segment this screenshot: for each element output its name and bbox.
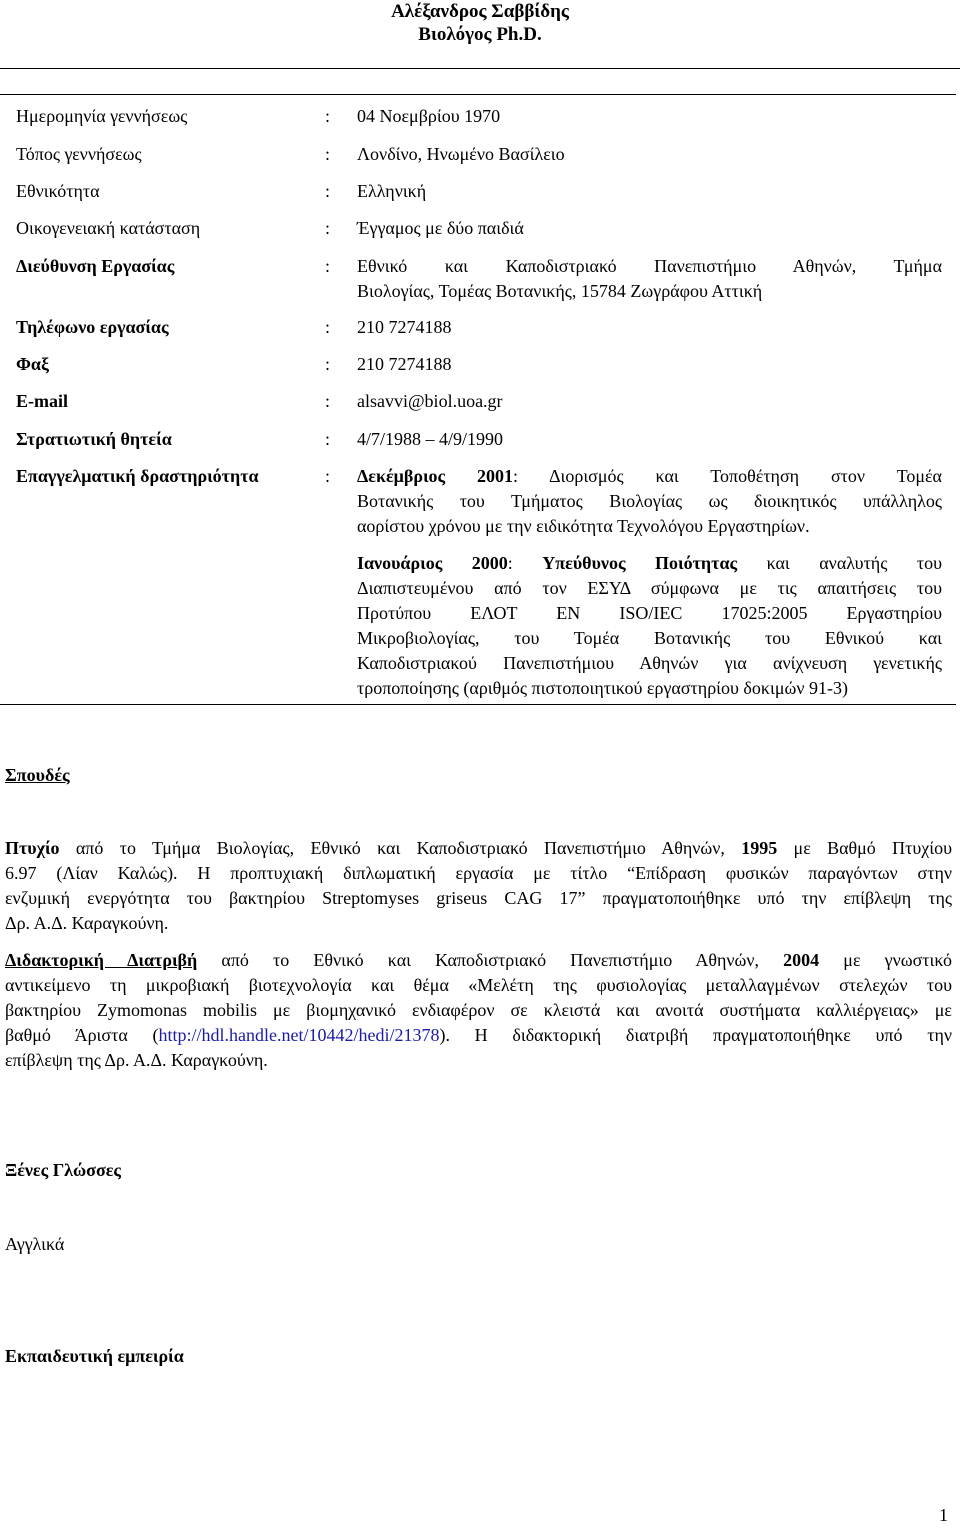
work-address-line: Βιολογίας, Τομέας Βοτανικής, 15784 Ζωγράφου Αττική — [357, 281, 763, 301]
degree-paragraph — [5, 838, 952, 938]
degree-line: Πτυχίο από το Τμήμα Βιολογίας, Εθνικό και Καποδιστριακό Πανεπιστήμιο Αθηνών, 1995 με Βαθμό Πτυχίου — [5, 838, 953, 858]
work-phone-label: Τηλέφωνο εργασίας — [16, 317, 169, 337]
military-service-label: Στρατιωτική θητεία — [16, 429, 172, 449]
professional-entry-line: Βοτανικής του Τμήματος Βιολογίας ως διοικητικός υπάλληλος — [357, 491, 942, 511]
colon: : — [325, 354, 331, 374]
birth-date-label: Ημερομηνία γεννήσεως — [16, 106, 188, 126]
work-phone-value: 210 7274188 — [357, 317, 452, 337]
fax-value: 210 7274188 — [357, 354, 452, 374]
professional-entry-line: Δεκέμβριος 2001: Διορισμός και Τοποθέτηση στον Τομέα — [357, 466, 942, 486]
work-address-value — [357, 256, 942, 306]
marital-status-label: Οικογενειακή κατάσταση — [16, 218, 201, 238]
nationality-label: Εθνικότητα — [16, 181, 100, 201]
section-rule-bottom — [0, 704, 956, 705]
colon: : — [325, 256, 331, 276]
birth-date-value: 04 Νοεμβρίου 1970 — [357, 106, 501, 126]
colon: : — [325, 391, 331, 411]
military-service-value: 4/7/1988 – 4/9/1990 — [357, 429, 504, 449]
fax-label: Φαξ — [16, 354, 49, 374]
colon: : — [325, 144, 331, 164]
professional-entry-date: Ιανουάριος 2000 — [357, 553, 508, 573]
languages-value: Αγγλικά — [5, 1234, 65, 1254]
document-author-title: Βιολόγος Ph.D. — [418, 24, 542, 45]
professional-entry-role: Υπεύθυνος Ποιότητας — [542, 553, 738, 573]
email-label: E-mail — [16, 391, 68, 411]
languages-heading: Ξένες Γλώσσες — [5, 1160, 122, 1180]
degree-line: ενζυμική ενεργότητα του βακτηρίου Streptomyses griseus CAG 17” πραγματοποιήθηκε υπό την επίβλεψη της — [5, 888, 952, 908]
phd-paragraph — [5, 950, 952, 1075]
colon: : — [325, 218, 331, 238]
degree-line: Δρ. Α.Δ. Καραγκούνη. — [5, 913, 169, 933]
nationality-value: Ελληνική — [357, 181, 427, 201]
work-address-label: Διεύθυνση Εργασίας — [16, 256, 175, 276]
thesis-link[interactable]: http://hdl.handle.net/10442/hedi/21378 — [158, 1025, 440, 1045]
professional-entry-2000 — [357, 553, 942, 703]
studies-heading: Σπουδές — [5, 765, 70, 785]
professional-entry-line: τροποποίησης (αριθμός πιστοποιητικού εργαστηρίου δοκιμών 91-3) — [357, 678, 848, 698]
professional-entry-date: Δεκέμβριος 2001 — [357, 466, 514, 486]
degree-line: 6.97 (Λίαν Καλώς). Η προπτυχιακή διπλωματική εργασία με τίτλο “Επίδραση φυσικών παραγόντων στην — [5, 863, 952, 883]
professional-entry-line: Προτύπου ΕΛΟΤ ΕΝ ISO/IEC 17025:2005 Εργαστηρίου — [357, 603, 942, 623]
document-author-name: Αλέξανδρος Σαββίδης — [391, 1, 569, 22]
professional-entry-line: Διαπιστευμένου από τον ΕΣΥΔ σύμφωνα με τις απαιτήσεις του — [357, 578, 942, 598]
section-rule-top — [0, 94, 956, 95]
phd-line: βαθμό Άριστα (http://hdl.handle.net/10442/hedi/21378). Η διδακτορική διατριβή πραγματοποιήθηκε υπό την — [5, 1025, 952, 1045]
work-address-line: Εθνικό και Καποδιστριακό Πανεπιστήμιο Αθηνών, Τμήμα — [357, 256, 942, 276]
professional-entry-line: αορίστου χρόνου με την ειδικότητα Τεχνολόγου Εργαστηρίων. — [357, 516, 810, 536]
birth-place-value: Λονδίνο, Ηνωμένο Βασίλειο — [357, 144, 565, 164]
professional-activity-label: Επαγγελματική δραστηριότητα — [16, 466, 259, 486]
phd-line: Διδακτορική Διατριβή από το Εθνικό και Καποδιστριακό Πανεπιστήμιο Αθηνών, 2004 με γνωστικό — [5, 950, 953, 970]
colon: : — [325, 466, 331, 486]
phd-line: βακτηρίου Zymomonas mobilis με βιομηχανικό ενδιαφέρον σε κλειστά και ανοιτά συστήματα καλλιέργειας» με — [5, 1000, 952, 1020]
phd-line: αντικείμενο τη μικροβιακή βιοτεχνολογία και θέμα «Μελέτη της φυσιολογίας μεταλλαγμένων στελεχών του — [5, 975, 952, 995]
phd-line: επίβλεψη της Δρ. Α.Δ. Καραγκούνη. — [5, 1050, 268, 1070]
teaching-heading: Εκπαιδευτική εμπειρία — [5, 1346, 184, 1366]
professional-entry-2001 — [357, 466, 942, 541]
professional-entry-line: Μικροβιολογίας, του Τομέα Βοτανικής του Εθνικού και — [357, 628, 942, 648]
colon: : — [325, 181, 331, 201]
marital-status-value: Έγγαμος με δύο παιδιά — [357, 218, 524, 238]
professional-entry-line: Ιανουάριος 2000: Υπεύθυνος Ποιότητας και αναλυτής του — [357, 553, 942, 573]
colon: : — [325, 429, 331, 449]
page-number: 1 — [939, 1505, 948, 1525]
header-rule — [0, 68, 960, 69]
colon: : — [325, 106, 331, 126]
birth-place-label: Τόπος γεννήσεως — [16, 144, 142, 164]
professional-entry-line: Καποδιστριακού Πανεπιστήμιου Αθηνών για ανίχνευση γενετικής — [357, 653, 942, 673]
email-link[interactable]: alsavvi@biol.uoa.gr — [357, 391, 503, 411]
colon: : — [325, 317, 331, 337]
